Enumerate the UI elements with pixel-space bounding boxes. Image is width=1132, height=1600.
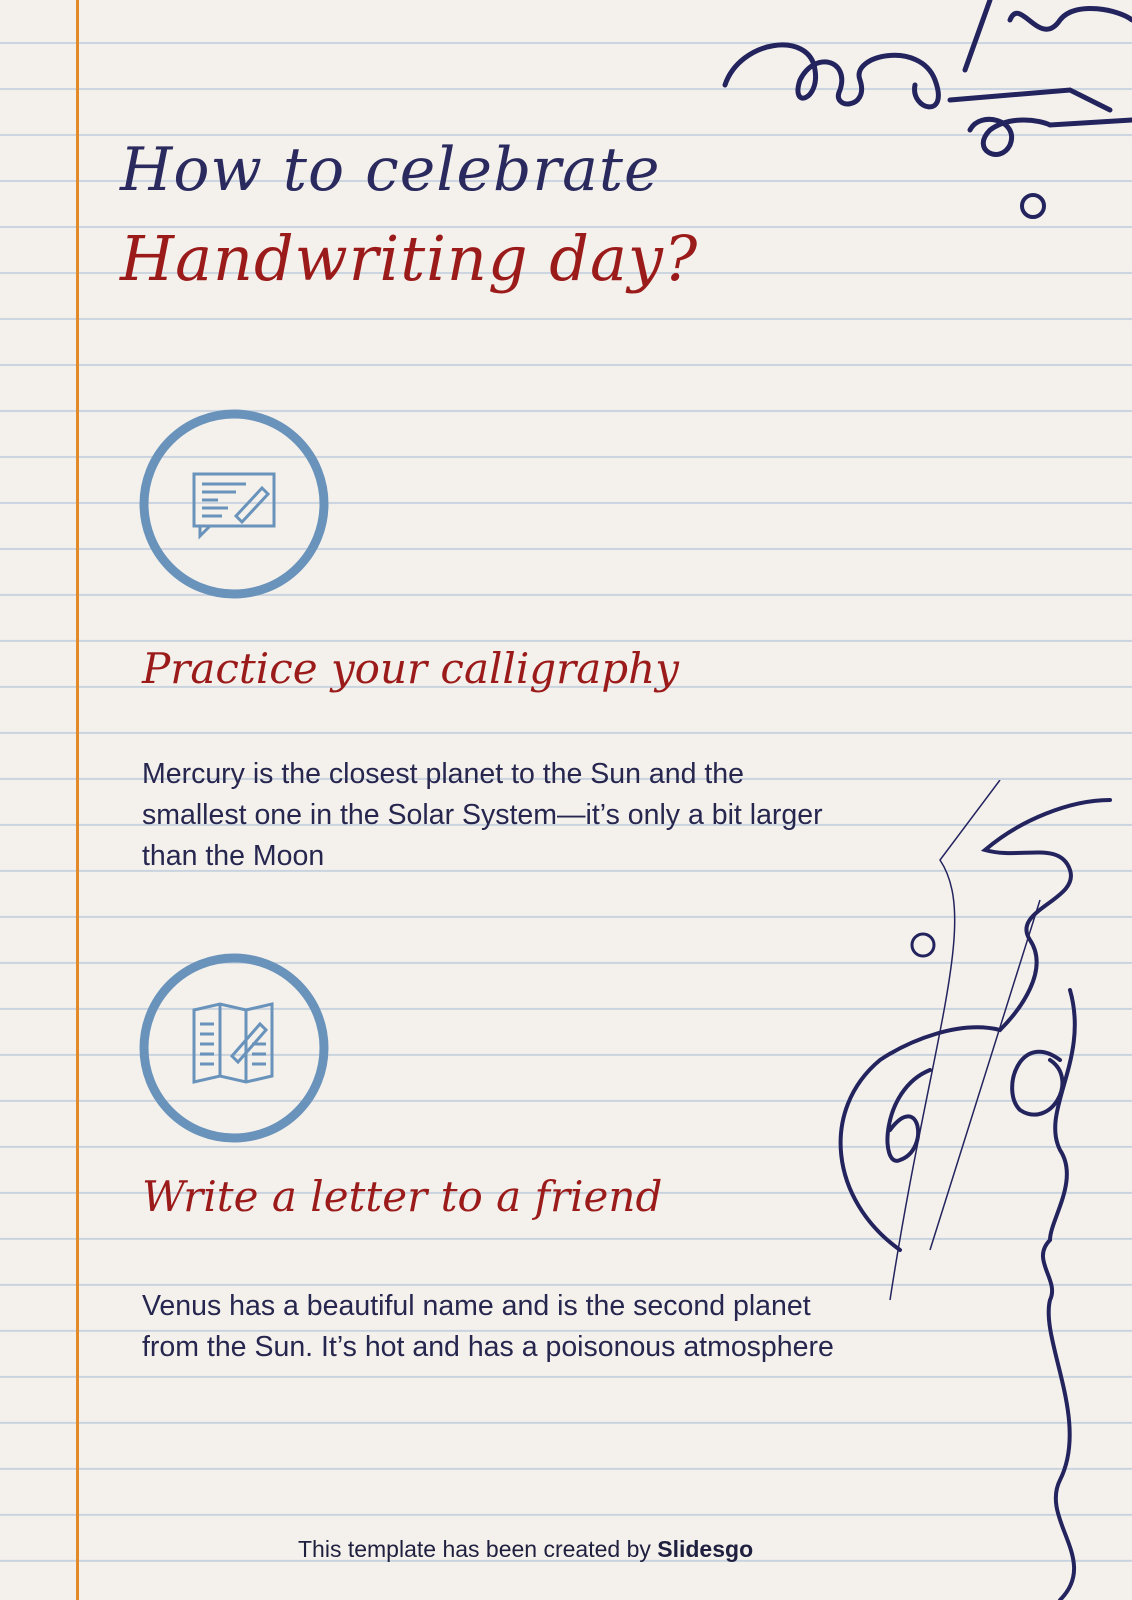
item-heading: Write a letter to a friend <box>142 1172 663 1221</box>
top-scribble-decoration <box>720 0 1132 230</box>
item-text: Mercury is the closest planet to the Sun and the smallest one in the Solar System—it’s only a bit larger than the Moon <box>142 758 823 872</box>
writing-message-icon <box>136 404 332 600</box>
footer-brand-link[interactable]: Slidesgo <box>657 1536 754 1562</box>
footer-prefix: This template has been created by <box>298 1536 658 1562</box>
map-writing-icon <box>136 948 332 1144</box>
side-scribble-decoration <box>820 780 1132 1600</box>
page-title-line1: How to celebrate <box>120 135 661 205</box>
notebook-margin-line <box>76 0 79 1600</box>
footer-credit <box>298 1536 753 1563</box>
item-heading: Practice your calligraphy <box>142 644 679 693</box>
page-title-line2: Handwriting day? <box>120 222 699 295</box>
item-text: Venus has a beautiful name and is the second planet from the Sun. It’s hot and has a poisonous atmosphere <box>142 1290 834 1363</box>
